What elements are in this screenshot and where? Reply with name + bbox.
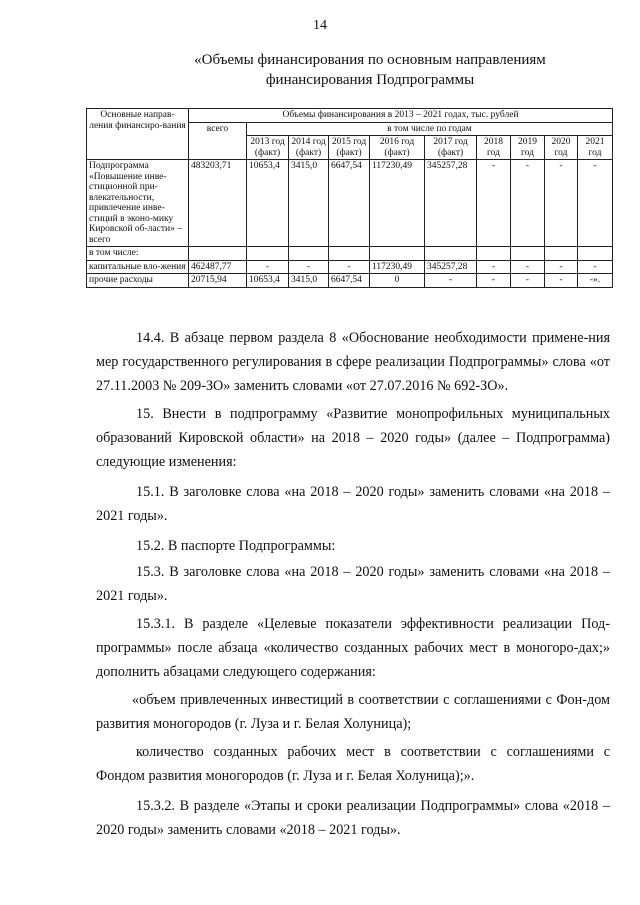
table-cell	[477, 247, 511, 261]
table-cell: 345257,28	[425, 160, 477, 247]
table-cell	[247, 247, 289, 261]
paragraph-quote-jobs: количество созданных рабочих мест в соответствии с соглашениями с Фондом развития моногородов (г. Луза и г. Белая Холуница);».	[96, 744, 610, 784]
table-cell: -	[578, 160, 613, 247]
header-year: 2018 год	[477, 136, 511, 160]
table-row	[87, 260, 613, 274]
table-cell: 10653,4	[247, 160, 289, 247]
table-header-row-1	[87, 109, 613, 123]
paragraph-15-3-1: 15.3.1. В разделе «Целевые показатели эффективности реализации Под-программы» после абзаца «количество созданных рабочих мест в моногоро-дах;» дополнить абзацами следующего содержания:	[96, 616, 610, 680]
heading-line-2: финансирования Подпрограммы	[265, 72, 475, 88]
header-year: 2015 год (факт)	[329, 136, 370, 160]
table-cell	[545, 247, 578, 261]
row-label: в том числе:	[87, 247, 189, 261]
table-cell	[370, 247, 425, 261]
table-cell	[425, 247, 477, 261]
table-cell: -	[545, 260, 578, 274]
header-directions: Основные направ-ления финансиро-вания	[87, 109, 189, 160]
paragraph-15-1: 15.1. В заголовке слова «на 2018 – 2020 годы» заменить словами «на 2018 – 2021 годы».	[96, 484, 610, 524]
table-cell: 117230,49	[370, 260, 425, 274]
table-cell: -	[329, 260, 370, 274]
table-cell: 117230,49	[370, 160, 425, 247]
table-cell: -	[289, 260, 329, 274]
header-year: 2021 год	[578, 136, 613, 160]
paragraph-quote-investments: «объем привлеченных инвестиций в соответствии с соглашениями с Фон-дом развития моногородов (г. Луза и г. Белая Холуница);	[96, 692, 610, 732]
table-cell: -	[425, 274, 477, 288]
table-cell: -	[477, 274, 511, 288]
paragraph-14-4: 14.4. В абзаце первом раздела 8 «Обоснование необходимости примене-ния мер государственного регулирования в сфере реализации Подпрограммы» слова «от 27.11.2003 № 209-ЗО» заменить словами «от 27.07.2016 № 692-ЗО».	[96, 330, 610, 394]
paragraph-15: 15. Внести в подпрограмму «Развитие монопрофильных муниципальных образований Кировской области» на 2018 – 2020 годы» (далее – Подпрограмма) следующие изменения:	[96, 406, 610, 470]
financing-table	[86, 108, 613, 288]
table-cell	[329, 247, 370, 261]
header-financing-volumes: Объемы финансирования в 2013 – 2021 годах, тыс. рублей	[189, 109, 613, 123]
table-cell: -	[511, 160, 545, 247]
cell-total: 462487,77	[189, 260, 247, 274]
table-row	[87, 247, 613, 261]
table-cell: 345257,28	[425, 260, 477, 274]
table-cell	[511, 247, 545, 261]
table-cell: 6647,54	[329, 274, 370, 288]
paragraph-15-3-2: 15.3.2. В разделе «Этапы и сроки реализации Подпрограммы» слова «2018 – 2020 годы» заменить словами «2018 – 2021 годы».	[96, 798, 610, 838]
table-row	[87, 160, 613, 247]
header-year: 2013 год (факт)	[247, 136, 289, 160]
header-total: всего	[189, 122, 247, 160]
header-year: 2014 год (факт)	[289, 136, 329, 160]
table-cell: -	[511, 260, 545, 274]
table-cell: -	[578, 260, 613, 274]
table-cell: -	[545, 160, 578, 247]
header-year: 2016 год (факт)	[370, 136, 425, 160]
row-label: прочие расходы	[87, 274, 189, 288]
table-cell: -	[477, 160, 511, 247]
header-by-years: в том числе по годам	[247, 122, 613, 136]
table-cell: 3415,0	[289, 160, 329, 247]
row-label: Подпрограмма «Повышение инве-стиционной при-влекательности, привлечение инве-стиций в эконо-мику Кировской об-ласти» – всего	[87, 160, 189, 247]
table-cell: 6647,54	[329, 160, 370, 247]
row-label: капитальные вло-жения	[87, 260, 189, 274]
heading-line-1: «Объемы финансирования по основным направлениям	[194, 52, 546, 68]
table-cell: -».	[578, 274, 613, 288]
table-cell: 10653,4	[247, 274, 289, 288]
table-cell: -	[545, 274, 578, 288]
cell-total: 20715,94	[189, 274, 247, 288]
table-cell	[289, 247, 329, 261]
table-row	[87, 274, 613, 288]
table-cell: 3415,0	[289, 274, 329, 288]
table-cell: -	[511, 274, 545, 288]
header-year: 2019 год	[511, 136, 545, 160]
table-heading	[150, 50, 590, 90]
paragraph-15-2: 15.2. В паспорте Подпрограммы:	[136, 538, 336, 554]
page-number: 14	[313, 18, 327, 33]
table-cell: -	[477, 260, 511, 274]
paragraph-15-3: 15.3. В заголовке слова «на 2018 – 2020 годы» заменить словами «на 2018 – 2021 годы».	[96, 564, 610, 604]
header-year: 2017 год (факт)	[425, 136, 477, 160]
table-cell: -	[247, 260, 289, 274]
cell-total: 483203,71	[189, 160, 247, 247]
table-cell	[189, 247, 247, 261]
table-cell	[578, 247, 613, 261]
header-year: 2020 год	[545, 136, 578, 160]
table-cell: 0	[370, 274, 425, 288]
